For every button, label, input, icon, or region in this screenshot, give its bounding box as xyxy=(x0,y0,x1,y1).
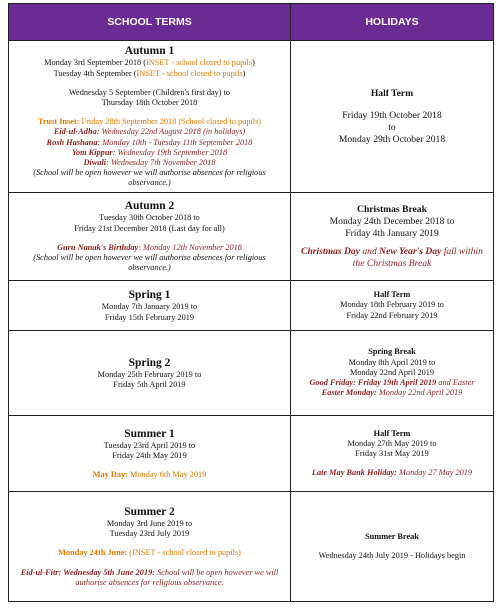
term-line: Monday 25th February 2019 to xyxy=(97,369,202,379)
term-cell-summer-2 xyxy=(9,492,291,602)
term-line: Friday 24th May 2019 xyxy=(112,450,187,460)
term-line: Monday 3rd June 2019 to xyxy=(106,518,193,528)
may-day-line: May Day: Monday 6th May 2019 xyxy=(92,470,207,480)
holiday-line: Monday 27th May 2019 to xyxy=(347,438,437,448)
holiday-cell-half-term xyxy=(291,281,494,331)
bank-holiday-line: Late May Bank Holiday: Monday 27 May 2019 xyxy=(311,468,473,478)
holiday-title: Christmas Break xyxy=(357,203,427,215)
term-line: Tuesday 30th October 2018 to xyxy=(99,213,200,223)
holiday-cell-half-term xyxy=(291,416,494,492)
inset-june-line: Monday 24th June: (INSET - school closed to pupils) xyxy=(58,548,241,558)
term-title: Autumn 1 xyxy=(124,45,175,58)
term-line: Tuesday 4th September (INSET - school closed to pupils) xyxy=(53,68,246,78)
term-cell-autumn-1 xyxy=(9,41,291,193)
holiday-title: Half Term xyxy=(370,87,414,99)
rosh-hashana-line: Rosh Hashana: Monday 10th - Tuesday 11th September 2018 xyxy=(46,137,253,147)
holiday-cell-spring-break xyxy=(291,331,494,416)
holiday-line: Wednesday 24th July 2019 - Holidays begin xyxy=(318,551,466,560)
table-row xyxy=(9,492,494,602)
term-cell-spring-1 xyxy=(9,281,291,331)
holiday-cell-half-term xyxy=(291,41,494,193)
term-cell-autumn-2 xyxy=(9,193,291,281)
table-header-row xyxy=(9,4,494,41)
holiday-line: to xyxy=(388,121,396,133)
school-terms-header: SCHOOL TERMS xyxy=(9,4,291,41)
holiday-title: Half Term xyxy=(373,290,411,300)
holiday-line: Monday 22nd April 2019 xyxy=(349,367,435,377)
eid-fitr-line: Eid-ul-Fitr: Wednesday 5th June 2019: School will be open however we will authorise absences for religious observance. xyxy=(20,567,279,587)
trust-inset-line: Trust Inset: Friday 28th September 2018 (School closed to pupils) xyxy=(37,117,262,127)
holiday-line: Friday 19th October 2018 xyxy=(342,109,442,121)
holiday-line: Friday 4th January 2019 xyxy=(345,227,439,239)
holiday-cell-summer-break xyxy=(291,492,494,602)
christmas-note: Christmas Day and New Year's Day fall within the Christmas Break xyxy=(301,245,483,269)
holiday-line: Monday 29th October 2018 xyxy=(338,133,446,145)
term-cell-spring-2 xyxy=(9,331,291,416)
holiday-line: Monday 8th April 2019 to xyxy=(348,357,436,367)
term-cell-summer-1 xyxy=(9,416,291,492)
term-line: Monday 3rd September 2018 (INSET - school closed to pupils) xyxy=(44,58,255,68)
term-line: Wednesday 5 September (Children's first day) to xyxy=(68,87,231,97)
term-title: Spring 2 xyxy=(128,356,171,369)
terms-table xyxy=(8,3,494,602)
table-row xyxy=(9,193,494,281)
holidays-header: HOLIDAYS xyxy=(291,4,494,41)
religious-note: (School will be open however we will authorise absences for religious observance.) xyxy=(33,253,266,273)
table-row xyxy=(9,331,494,416)
religious-note: (School will be open however we will authorise absences for religious observance.) xyxy=(33,168,266,188)
holiday-title: Summer Break xyxy=(365,531,419,541)
term-line: Monday 7th January 2019 to xyxy=(101,302,198,312)
yom-kippur-line: Yom Kippur: Wednesday 19th September 2018 xyxy=(71,147,228,157)
term-line: Friday 15th February 2019 xyxy=(104,312,195,322)
holiday-cell-christmas xyxy=(291,193,494,281)
holiday-line: Monday 18th February 2019 to xyxy=(340,300,444,310)
term-title: Spring 1 xyxy=(128,289,171,302)
holiday-line: Friday 31st May 2019 xyxy=(355,449,429,458)
holiday-line: Monday 24th December 2018 to xyxy=(329,215,455,227)
table-row xyxy=(9,416,494,492)
holiday-title: Half Term xyxy=(373,428,411,438)
diwali-line: Diwali: Wednesday 7th November 2018 xyxy=(83,158,216,167)
term-line: Friday 21st December 2018 (Last day for all) xyxy=(74,223,225,233)
term-line: Friday 5th April 2019 xyxy=(113,380,186,389)
guru-nanak-line: Guru Nanak's Birthday: Monday 12th November 2018 xyxy=(57,242,242,252)
term-line: Thursday 18th October 2018 xyxy=(101,97,198,107)
term-line: Tuesday 23rd April 2019 to xyxy=(103,440,196,450)
term-title: Summer 2 xyxy=(124,505,175,518)
term-title: Summer 1 xyxy=(124,427,175,440)
eid-adha-line: Eid-ul-Adha: Wednesday 22nd August 2018 (in holidays) xyxy=(53,127,246,137)
good-friday-line: Good Friday: Friday 19th April 2019 and Easter xyxy=(309,378,475,388)
easter-monday-line: Easter Monday: Monday 22nd April 2019 xyxy=(321,388,463,398)
holiday-line: Friday 22nd February 2019 xyxy=(346,310,438,320)
holiday-title: Spring Break xyxy=(368,347,416,357)
table-row xyxy=(9,281,494,331)
table-row xyxy=(9,41,494,193)
term-line: Tuesday 23rd July 2019 xyxy=(109,529,190,539)
term-title: Autumn 2 xyxy=(124,200,175,213)
